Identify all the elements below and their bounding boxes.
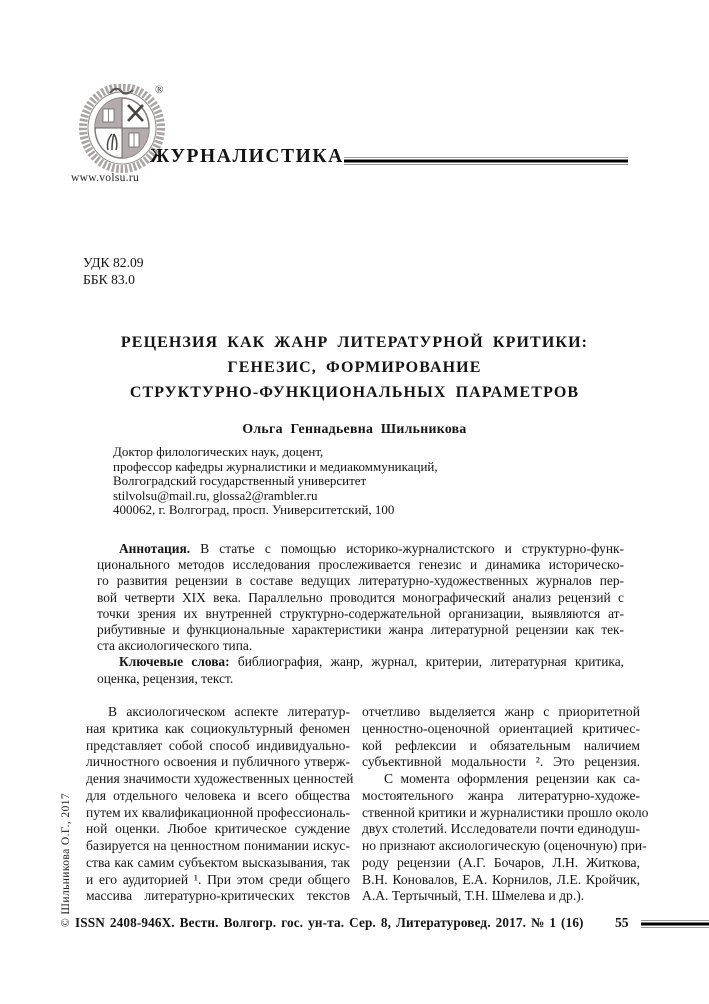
text-line: В.Н. Коновалов, Е.А. Корнилов, Л.Е. Кройчик, [362,871,640,887]
text-line: двух столетий. Исследователи почти единодуш- [362,821,640,837]
author-name: Ольга Геннадьевна Шильникова [242,421,467,436]
text-line: отчетливо выделяется жанр с приоритетной [362,704,640,719]
text-line: но признают аксиологическую (оценочную) при- [362,838,647,853]
body-column-left [86,704,354,905]
text-line: 400062, г. Волгоград, просп. Университетский, 100 [113,502,395,517]
article-title-line: СТРУКТУРНО-ФУНКЦИОНАЛЬНЫХ ПАРАМЕТРОВ [129,383,580,401]
text-line: рибутивные и функциональные характеристики жанра литературной рецензии как тек- [97,622,624,638]
text-line: ства как самим субъектом высказывания, так [86,854,350,870]
text-line: С момента оформления рецензии как са- [384,771,640,786]
text-line: для отдельного человека и всего общества [86,787,350,803]
text-line: ценностно-оценочной ориентацией критичес- [362,720,640,736]
text-line: личностного освоения и публичного утверж- [86,754,350,770]
text-line: точки зрения их внутренней структурно-содержательной организации, выявляются ат- [97,605,624,621]
text-line: ста аксиологического типа. [97,638,253,654]
registered-trademark-icon: ® [155,84,164,96]
body-columns [86,704,649,905]
section-heading: ЖУРНАЛИСТИКА [150,146,344,167]
text-line: и его аудиторией ¹. При этом среди общего [86,871,350,887]
text-line: ственной критики и журналистики прошло около [362,804,649,820]
footer-issn-line: ISSN 2408-946X. Вестн. Волгогр. гос. ун-та. Сер. 8, Литературовед. 2017. № 1 (16) [75,915,584,930]
logo-site-url: www.volsu.ru [71,172,140,184]
text-line: вой четверти XIX века. Параллельно проводится монографический анализ рецензий с [97,589,624,605]
text-line: массива литературно-критических текстов [86,888,350,904]
text-line: Ключевые слова: библиография, жанр, журнал, критерии, литературная критика, [119,654,624,670]
text-line: stilvolsu@mail.ru, glossa2@rambler.ru [113,487,318,503]
text-line: субъективной модальности ². Это рецензия. [362,754,640,770]
university-logo [70,84,174,190]
text-line: Волгоградский государственный университет [113,473,367,488]
copyright-notice: © Шильникова О.Г., 2017 [60,792,72,927]
text-line: путем их квалификационной профессиональ- [86,804,350,820]
text-line: профессор кафедры журналистики и медиакоммуникаций, [113,458,438,474]
page-number: 55 [615,915,629,930]
text-line: Доктор филологических наук, доцент, [113,444,324,459]
text-line: ционального методов исследования прослеживается генезис и динамика историческо- [97,557,624,573]
text-line: кой рефлексии и обязательным наличием [362,737,640,753]
text-line: ной оценки. Любое критическое суждение [86,821,350,837]
text-line: представляет собой способ индивидуально- [86,737,350,753]
text-line: базируется на ценностном понимании искус- [86,838,350,853]
text-line: А.А. Тертычный, Т.Н. Шмелева и др.). [362,888,585,904]
footer-rule [641,920,709,928]
text-line: В аксиологическом аспекте литератур- [108,704,350,719]
classification-codes [83,254,144,288]
article-title-line: РЕЦЕНЗИЯ КАК ЖАНР ЛИТЕРАТУРНОЙ КРИТИКИ: [120,334,589,351]
author-affiliation [113,445,573,518]
text-line: оценка, рецензия, текст. [97,670,234,686]
text-line: мостоятельного жанра литературно-художе- [362,787,640,803]
text-line: ная критика как социокультурный феномен [86,720,350,736]
header-rule [344,157,628,165]
bbk-code: ББК 83.0 [83,272,135,288]
text-line: роду рецензии (А.Г. Бочаров, Л.Н. Житкова, [362,854,640,870]
article-title [84,331,625,405]
text-line: го развития рецензии в составе ведущих литературно-художественных журналов пер- [97,573,624,589]
text-line: дения значимости художественных ценностей [86,771,354,786]
article-title-line: ГЕНЕЗИС, ФОРМИРОВАНИЕ [227,358,482,376]
udk-code: УДК 82.09 [83,255,144,270]
body-column-right [362,704,649,905]
text-line: Аннотация. В статье с помощью историко-журналистского и структурно-функ- [119,541,624,556]
abstract-block [97,541,624,687]
